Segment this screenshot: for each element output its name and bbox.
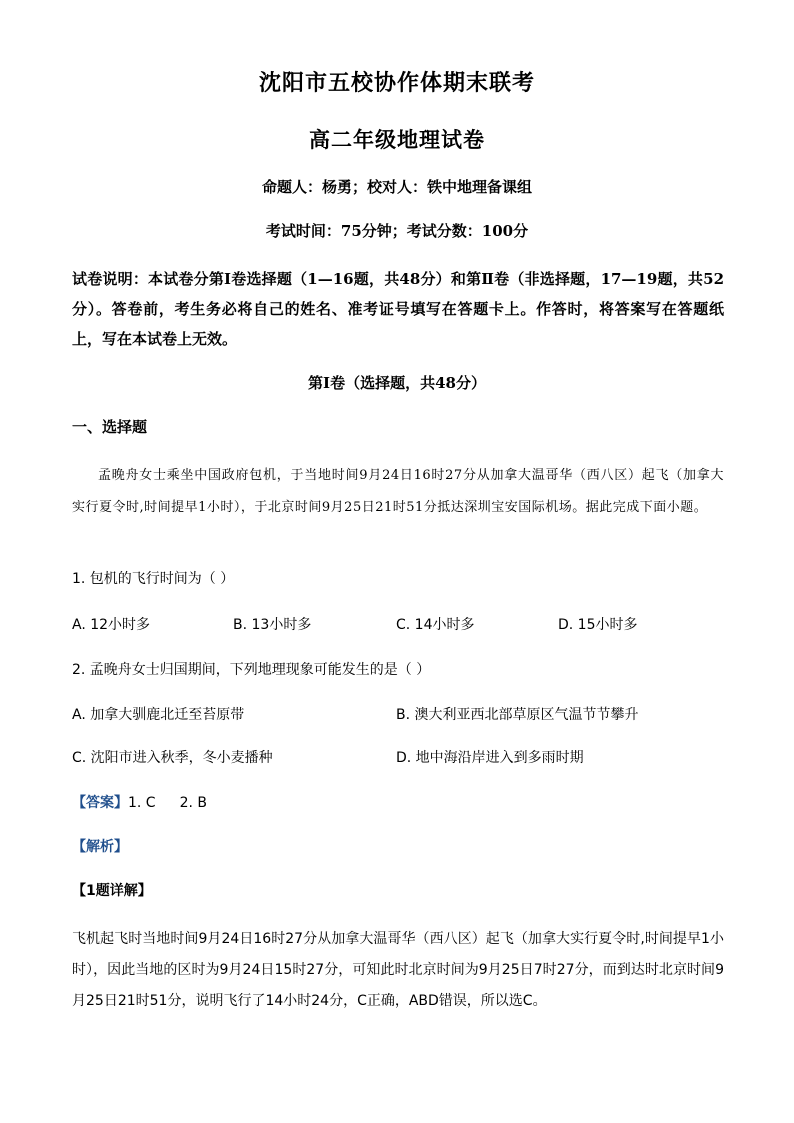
answer-label: 【答案】 xyxy=(72,795,128,811)
question-2-option-c: C. 沈阳市进入秋季，冬小麦播种 xyxy=(72,750,273,766)
exam-subtitle: 高二年级地理试卷 xyxy=(309,127,485,152)
question-1-option-c: C. 14小时多 xyxy=(396,617,475,633)
detail-label: 【1题详解】 xyxy=(72,883,152,899)
reading-passage: 孟晚舟女士乘坐中国政府包机，于当地时间9月24日16时27分从加拿大温哥华（西八区）起飞（加拿大实行夏令时,时间提早1小时），于北京时间9月25日21时51分抵达深圳宝安国际机场。据此完成下面小题。 xyxy=(72,468,724,515)
question-2-option-a: A. 加拿大驯鹿北迁至苔原带 xyxy=(72,707,245,723)
question-2-option-d: D. 地中海沿岸进入到多雨时期 xyxy=(396,750,584,766)
answer-q1: 1. C xyxy=(128,795,156,811)
question-1-option-d: D. 15小时多 xyxy=(558,617,638,633)
exam-authors: 命题人：杨勇；校对人：铁中地理备课组 xyxy=(261,178,532,196)
exam-info: 考试时间：75分钟；考试分数：100分 xyxy=(265,222,529,240)
question-2-stem: 2. 孟晚舟女士归国期间，下列地理现象可能发生的是（ ） xyxy=(72,662,431,678)
part-one-heading: 第Ⅰ卷（选择题，共48分） xyxy=(308,374,486,392)
analysis-label: 【解析】 xyxy=(72,839,128,855)
answer-line xyxy=(72,792,207,812)
question-1-option-b: B. 13小时多 xyxy=(233,617,312,633)
answer-q2: 2. B xyxy=(179,795,208,811)
question-1-option-a: A. 12小时多 xyxy=(72,617,151,633)
detail-text: 飞机起飞时当地时间9月24日16时27分从加拿大温哥华（西八区）起飞（加拿大实行夏令时,时间提早1小时），因此当地的区时为9月24日15时27分，可知此时北京时间为9月25日7时27分，而到达时北京时间9月25日21时51分，说明飞行了14小时24分，C正确，ABD错误，所以选C。 xyxy=(72,931,724,1009)
exam-instructions: 试卷说明：本试卷分第Ⅰ卷选择题（1—16题，共48分）和第Ⅱ卷（非选择题，17—19题，共52分）。答卷前，考生务必将自己的姓名、准考证号填写在答题卡上。作答时，将答案写在答题纸上，写在本试卷上无效。 xyxy=(72,270,724,348)
question-1-stem: 1. 包机的飞行时间为（ ） xyxy=(72,571,235,587)
section-heading: 一、选择题 xyxy=(72,418,148,436)
exam-title: 沈阳市五校协作体期末联考 xyxy=(258,70,535,96)
question-2-option-b: B. 澳大利亚西北部草原区气温节节攀升 xyxy=(396,707,639,723)
